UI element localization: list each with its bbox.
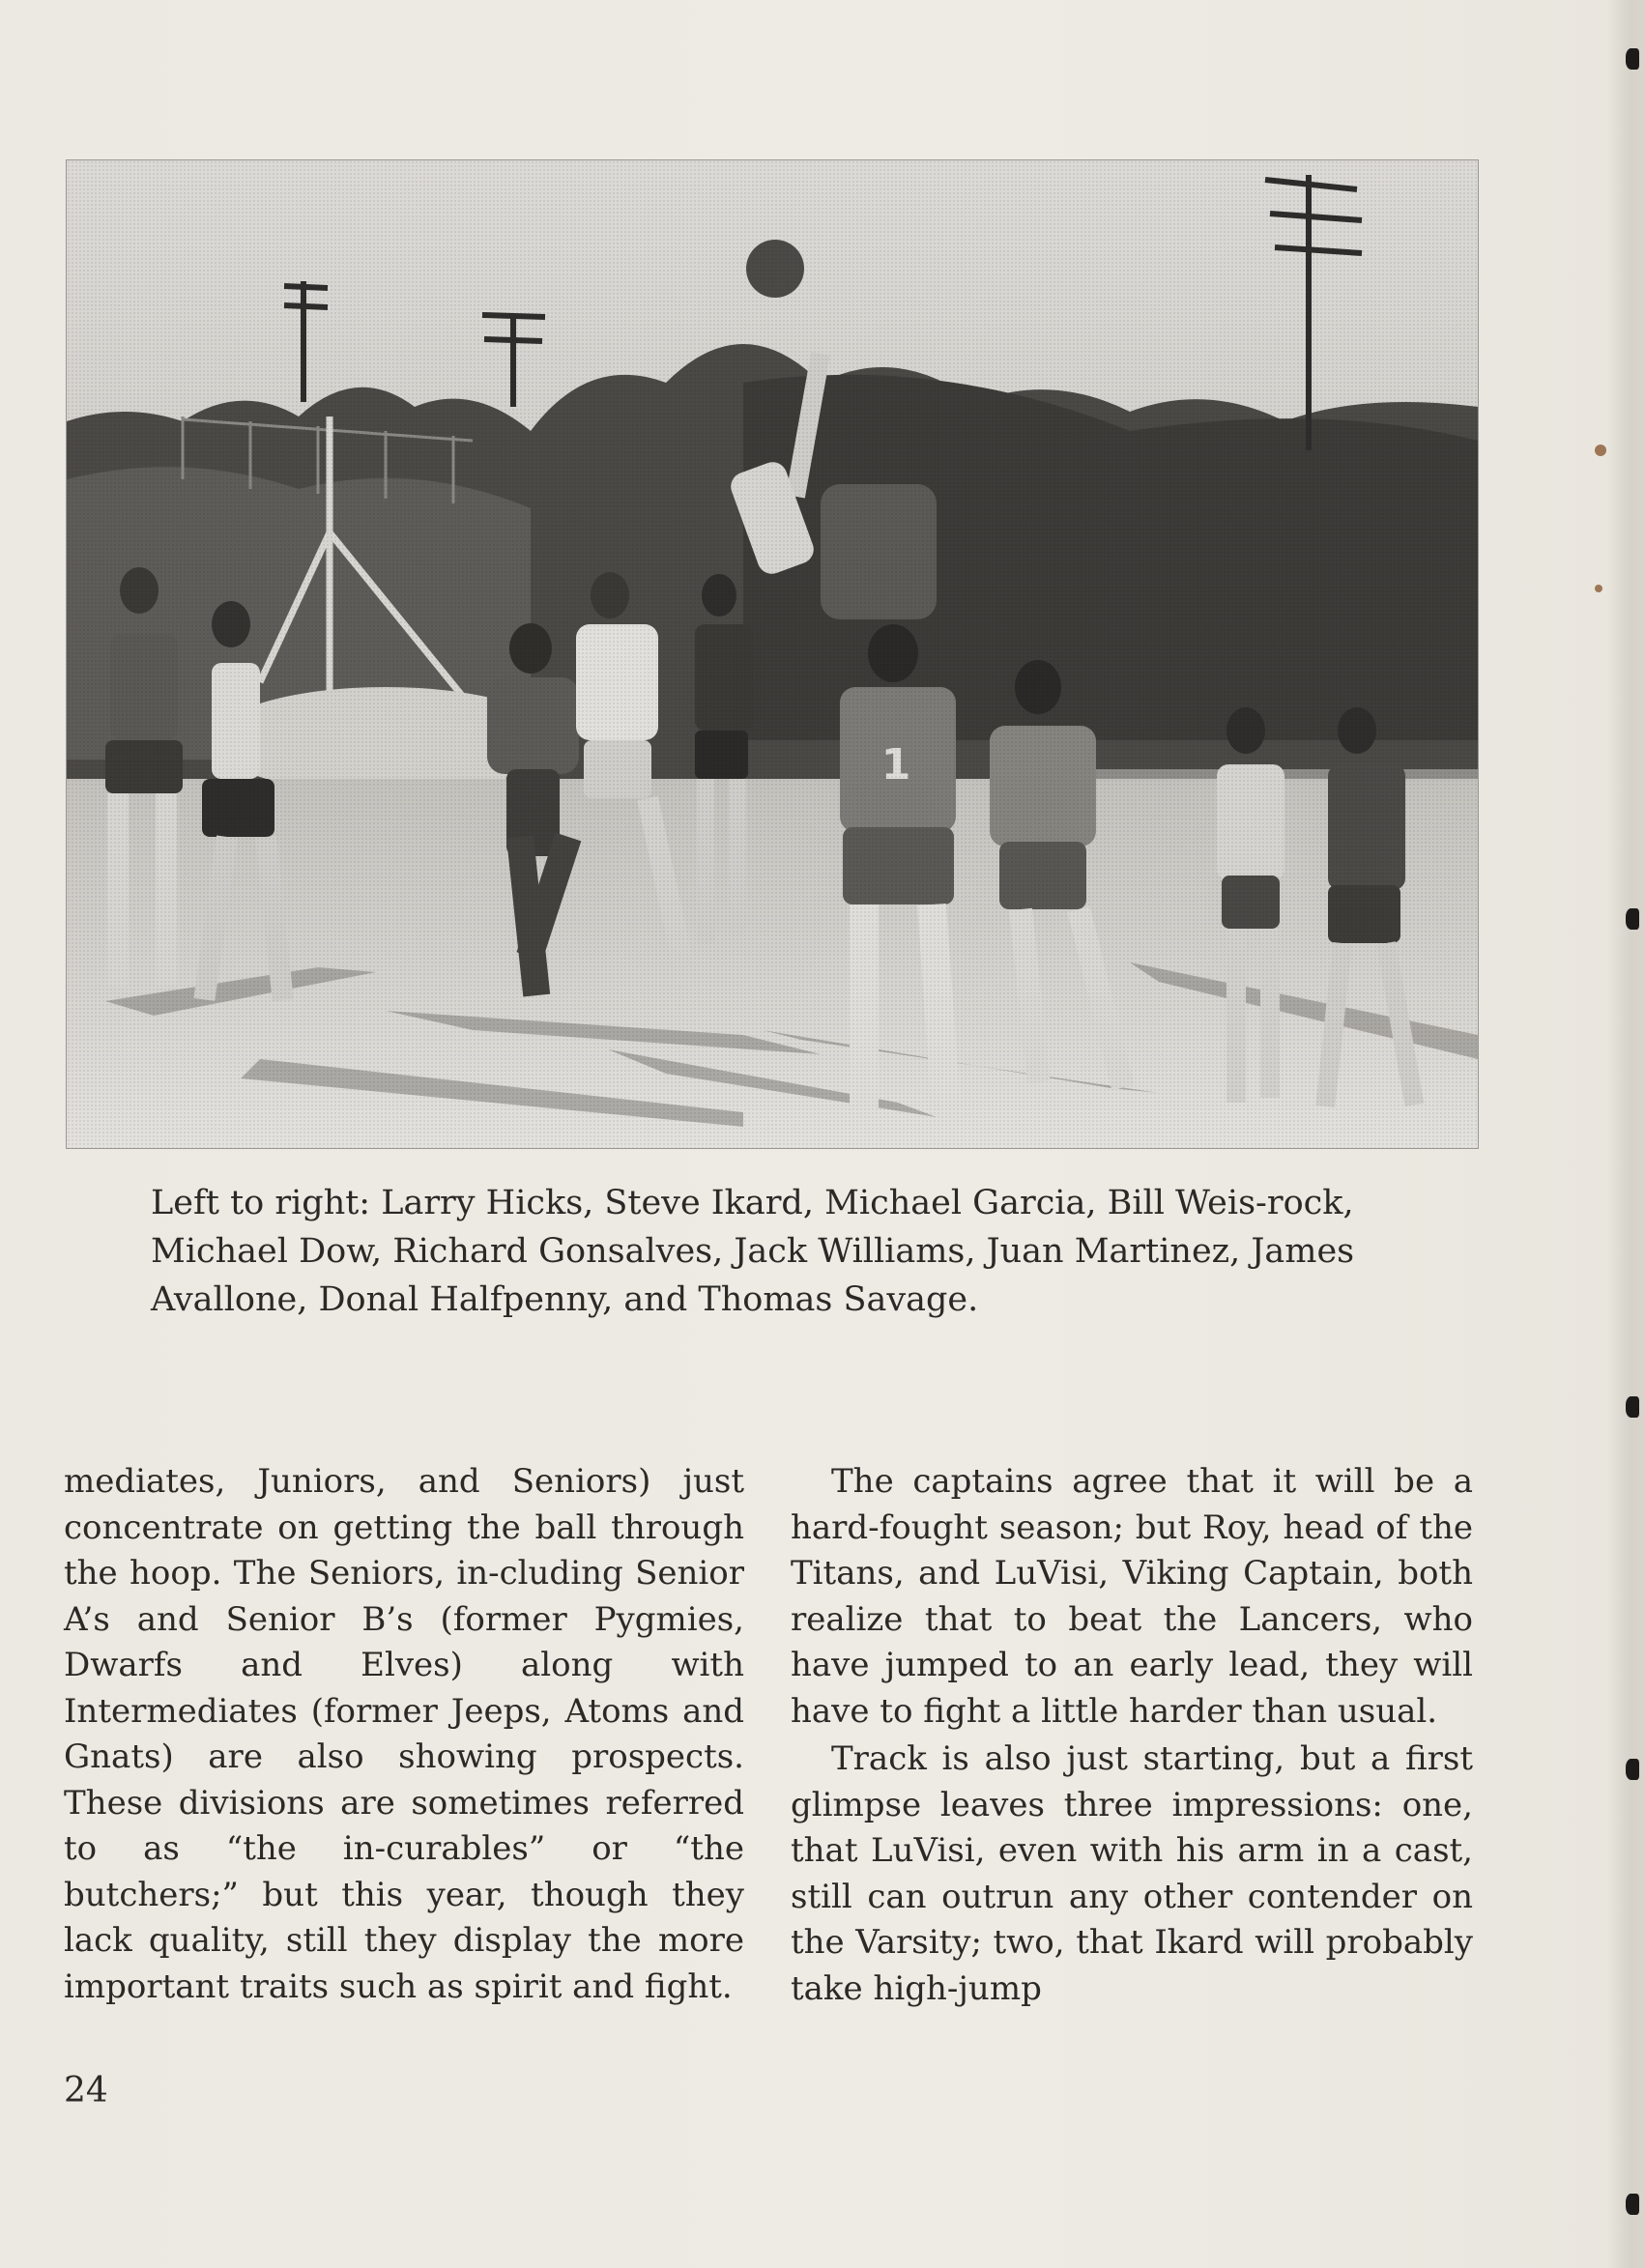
binding-hole — [1626, 908, 1639, 930]
left-paragraph: mediates, Juniors, and Seniors) just concentrate on getting the ball through the hoop. The Seniors, in-cluding Senior A’s and Senior B’s (former Pygmies, Dwarfs and Elves) along with Intermediates (former Jeeps, Atoms and Gnats) are also showing prospects. These divisions are sometimes referred to as “the in-curables” or “the butchers;” but this year, though they lack quality, still they display the more important traits such as spirit and fight. — [64, 1462, 744, 2006]
right-column — [791, 1459, 1473, 2012]
page-number: 24 — [64, 2071, 108, 2110]
binding-hole — [1626, 48, 1639, 70]
basketball-photo-image — [67, 160, 1478, 1148]
binding-hole — [1626, 2194, 1639, 2215]
right-paragraph-2: Track is also just starting, but a first glimpse leaves three impressions: one, that LuVisi, even with his arm in a cast, still can outrun any other contender on the Varsity; two, that Ikard will probably take high-jump — [791, 1739, 1473, 2008]
left-column — [64, 1459, 744, 2010]
page-edge — [1606, 0, 1645, 2268]
stain-spot — [1595, 445, 1606, 456]
binding-hole — [1626, 1759, 1639, 1780]
caption-text: Left to right: Larry Hicks, Steve Ikard, Michael Garcia, Bill Weis-rock, Michael Dow, Richard Gonsalves, Jack Williams, Juan Martinez, James Avallone, Donal Halfpenny, and Thomas Savage. — [151, 1184, 1355, 1319]
stain-spot — [1595, 585, 1602, 592]
basketball-photo — [66, 159, 1479, 1149]
binding-hole — [1626, 1396, 1639, 1418]
photo-caption — [151, 1179, 1407, 1324]
right-paragraph-1: The captains agree that it will be a hard-fought season; but Roy, head of the Titans, and LuVisi, Viking Captain, both realize that to beat the Lancers, who have jumped to an early lead, they will have to fight a little harder than usual. — [791, 1462, 1473, 1731]
